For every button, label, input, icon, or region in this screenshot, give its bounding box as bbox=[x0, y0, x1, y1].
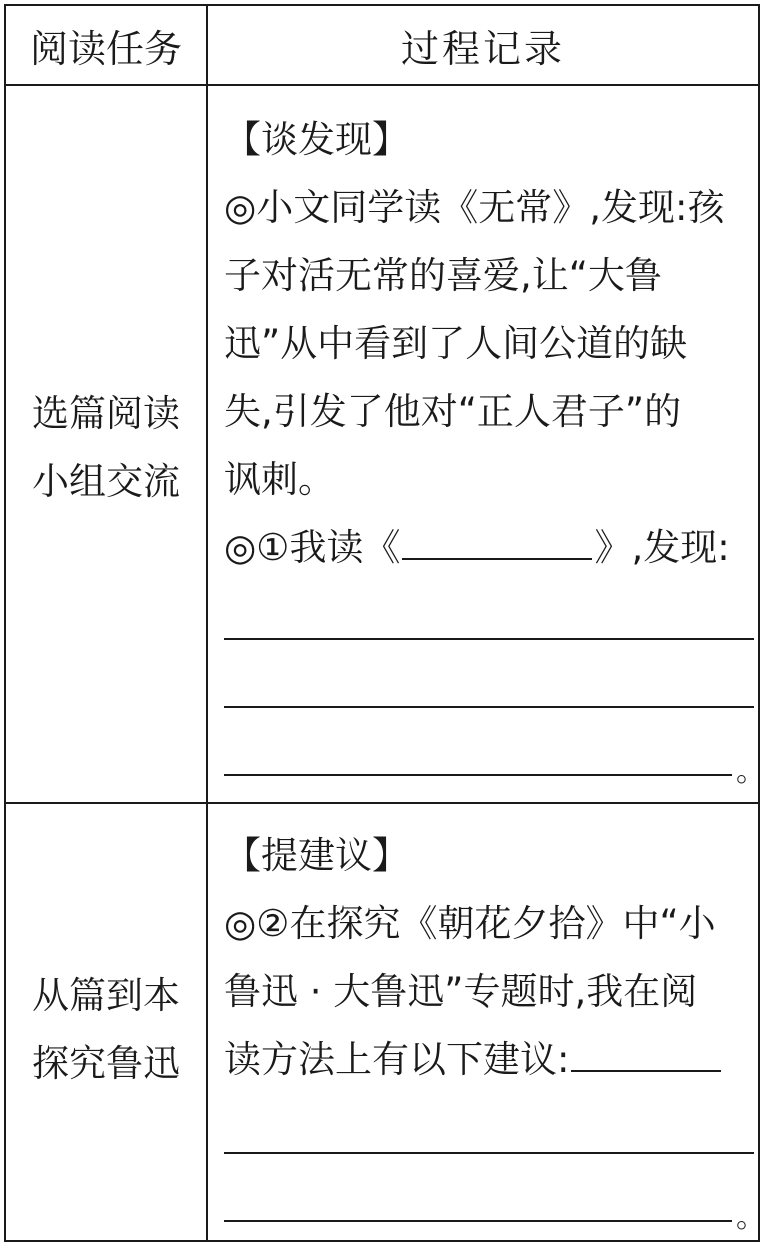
q1-prefix: ◎①我读《 bbox=[224, 526, 401, 569]
header-process-record: 过程记录 bbox=[400, 26, 565, 71]
header-divider bbox=[6, 84, 758, 86]
row2-question-2 bbox=[224, 1026, 723, 1094]
row1-task-line1: 选篇阅读 bbox=[32, 392, 180, 435]
row1-task-label bbox=[6, 380, 206, 516]
row1-task-line2: 小组交流 bbox=[32, 460, 180, 503]
row2-section-title: 【提建议】 bbox=[224, 834, 409, 877]
row1-text-line: 失,引发了他对“正人君子”的 bbox=[224, 390, 682, 433]
header-reading-task: 阅读任务 bbox=[29, 26, 182, 71]
row1-section-title: 【谈发现】 bbox=[224, 118, 409, 161]
row-divider bbox=[6, 802, 758, 804]
answer-blank-line[interactable] bbox=[224, 706, 754, 708]
suggestion-blank[interactable] bbox=[571, 1060, 721, 1072]
reading-task-table bbox=[4, 4, 766, 1242]
answer-blank-line[interactable] bbox=[224, 774, 732, 776]
row2-task-line2: 探究鲁迅 bbox=[32, 1042, 180, 1085]
row1-question-1 bbox=[224, 514, 730, 582]
row1-text-line: 迅”从中看到了人间公道的缺 bbox=[224, 322, 688, 365]
row2-text-line: ◎②在探究《朝花夕拾》中“小 bbox=[224, 902, 716, 945]
answer-blank-line[interactable] bbox=[224, 638, 754, 640]
row1-text-line: 子对活无常的喜爱,让“大鲁 bbox=[224, 254, 662, 297]
answer-blank-line[interactable] bbox=[224, 1152, 754, 1154]
row1-text-line: 讽刺。 bbox=[224, 458, 335, 501]
row2-text-line: 鲁迅 · 大鲁迅”专题时,我在阅 bbox=[224, 970, 698, 1013]
answer-blank-line[interactable] bbox=[224, 1220, 732, 1222]
row2-end-mark: 。 bbox=[736, 1200, 766, 1235]
q1-suffix: 》,发现: bbox=[594, 526, 730, 569]
column-divider bbox=[206, 6, 208, 1240]
row1-end-mark: 。 bbox=[736, 754, 766, 789]
q2-text: 读方法上有以下建议: bbox=[224, 1038, 570, 1081]
row1-text-line: ◎小文同学读《无常》,发现:孩 bbox=[224, 186, 725, 229]
row2-task-line1: 从篇到本 bbox=[32, 974, 180, 1017]
book-title-blank[interactable] bbox=[402, 548, 592, 560]
row2-task-label bbox=[6, 962, 206, 1098]
